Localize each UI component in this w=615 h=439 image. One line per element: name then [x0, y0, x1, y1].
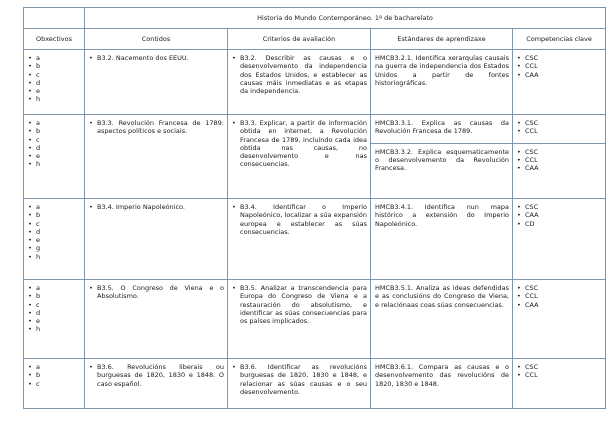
content-item: • B3.3. Revolución Francesa de 1789: aspectos políticos e sociais. [89, 119, 224, 136]
standard-text: HMCB3.5.1. Analiza as ideas defendidas e as conclusións do Congreso de Viena, e relaciónaas coas súas consecuencias. [375, 284, 509, 309]
content-cell [85, 359, 228, 409]
header-standards: Estándares de aprendizaxe [371, 29, 513, 50]
objectives-cell [24, 359, 85, 409]
table-body [24, 50, 606, 409]
criteria-list [228, 280, 370, 328]
objectives-cell [24, 280, 85, 359]
header-competencies: Competencias clave [513, 29, 606, 50]
criteria-item: • B3.6. Identificar as revolucións burguesas de 1820, 1830 e 1848, e relacionar as súas causas e o seu desenvolvemento. [232, 363, 367, 396]
objective-item: • b [28, 292, 81, 300]
objective-item: • a [28, 284, 81, 292]
criteria-item: • B3.5. Analizar a transcendencia para Europa do Congreso de Viena e a restauración do absolutismo, e identificar as súas consecuencias para os países implicados. [232, 284, 367, 325]
standards-cell [371, 115, 513, 199]
competency-item: • CCL [517, 371, 602, 379]
objective-item: • d [28, 309, 81, 317]
header-criteria: Criterios de avaliación [228, 29, 371, 50]
competency-list [513, 115, 605, 139]
objective-list [24, 359, 84, 391]
criteria-cell [228, 115, 371, 199]
objective-item: • c [28, 136, 81, 144]
objective-item: • b [28, 62, 81, 70]
competency-item: • CAA [517, 211, 602, 219]
table-title: Historia do Mundo Contemporáneo. 1º de bacharelato [85, 8, 606, 29]
objective-item: • h [28, 325, 81, 333]
objective-list [24, 50, 84, 107]
competencies-cell [513, 50, 606, 115]
objective-item: • e [28, 152, 81, 160]
objectives-cell [24, 199, 85, 280]
competency-list [513, 280, 605, 312]
standards-cell [371, 359, 513, 409]
competency-item: • CAA [517, 71, 602, 79]
standard-text: HMCB3.4.1. Identifica nun mapa histórico a extensión do Imperio Napoleónico. [375, 203, 509, 228]
table-row [24, 50, 606, 115]
objective-item: • a [28, 54, 81, 62]
competency-item: • CCL [517, 156, 602, 164]
competency-list [513, 144, 605, 176]
objective-item: • d [28, 144, 81, 152]
content-list [85, 280, 227, 304]
curriculum-table [23, 7, 606, 409]
table-row [24, 280, 606, 359]
objective-item: • b [28, 127, 81, 135]
content-cell [85, 50, 228, 115]
content-cell [85, 280, 228, 359]
content-cell [85, 115, 228, 199]
objective-list [24, 280, 84, 337]
objective-item: • c [28, 301, 81, 309]
table-row [24, 359, 606, 409]
content-list [85, 199, 227, 214]
content-item: • B3.4. Imperio Napoleónico. [89, 203, 224, 211]
standard-text: HMCB3.6.1. Compara as causas e o desenvolvemento das revolucións de 1820, 1830 e 1848. [375, 363, 509, 388]
competency-item: • CAA [517, 164, 602, 172]
objective-item: • b [28, 371, 81, 379]
objective-item: • g [28, 244, 81, 252]
objective-item: • h [28, 95, 81, 103]
objective-item: • e [28, 87, 81, 95]
blank-header-cell [24, 8, 85, 29]
content-cell [85, 199, 228, 280]
criteria-list [228, 359, 370, 399]
objective-item: • d [28, 228, 81, 236]
competency-list [513, 359, 605, 383]
objective-item: • h [28, 160, 81, 168]
criteria-list [228, 115, 370, 172]
objectives-cell [24, 115, 85, 199]
criteria-cell [228, 199, 371, 280]
content-item: • B3.5. O Congreso de Viena e o Absolutismo. [89, 284, 224, 301]
competency-item: • CD [517, 220, 602, 228]
standard-text: HMCB3.3.1. Explica as causas da Revolución Francesa de 1789. [375, 119, 509, 136]
objective-item: • c [28, 220, 81, 228]
standards-cell [371, 199, 513, 280]
objective-item: • a [28, 363, 81, 371]
competency-item: • CSC [517, 203, 602, 211]
criteria-item: • B3.3. Explicar, a partir de información obtida en internet, a Revolución Francesa de 1789, incluíndo cada idea obtida nas causas, no desenvolvemento e nas consecuencias. [232, 119, 367, 169]
objective-item: • d [28, 79, 81, 87]
objective-item: • a [28, 119, 81, 127]
objective-list [24, 199, 84, 264]
competency-item: • CSC [517, 54, 602, 62]
competencies-cell [513, 280, 606, 359]
competency-list [513, 50, 605, 82]
competency-item: • CCL [517, 62, 602, 70]
standards-cell [371, 50, 513, 115]
header-objectives: Obxectivos [24, 29, 85, 50]
table-row [24, 199, 606, 280]
competency-item: • CCL [517, 127, 602, 135]
competency-item: • CSC [517, 363, 602, 371]
objective-item: • b [28, 211, 81, 219]
competency-item: • CAA [517, 301, 602, 309]
criteria-cell [228, 50, 371, 115]
table-row [24, 115, 606, 199]
competencies-cell [513, 359, 606, 409]
objective-item: • a [28, 203, 81, 211]
standard-text: HMCB3.2.1. Identifica xerarquías causais na guerra de independencia dos Estados Unidos a partir de fontes historiográficas. [375, 54, 509, 87]
objective-item: • e [28, 236, 81, 244]
competency-item: • CSC [517, 284, 602, 292]
objective-item: • c [28, 71, 81, 79]
content-list [85, 50, 227, 65]
competency-item: • CCL [517, 292, 602, 300]
header-content: Contidos [85, 29, 228, 50]
competencies-cell [513, 115, 606, 199]
criteria-list [228, 199, 370, 239]
competencies-cell [513, 199, 606, 280]
standard-text: HMCB3.3.2. Explica esquematicamente o desenvolvemento da Revolución Francesa. [375, 147, 509, 173]
objective-item: • c [28, 380, 81, 388]
criteria-item: • B3.2. Describir as causas e o desenvolvemento da independencia dos Estados Unidos, e establecer as causas máis inmediatas e as etapas da independencia. [232, 54, 367, 95]
criteria-list [228, 50, 370, 98]
content-item: • B3.2. Nacemento dos EEUU. [89, 54, 224, 62]
competency-list [513, 199, 605, 231]
criteria-cell [228, 280, 371, 359]
objective-item: • h [28, 253, 81, 261]
content-item: • B3.6. Revolucións liberais ou burguesas de 1820, 1830 e 1848. O caso español. [89, 363, 224, 388]
competency-item: • CSC [517, 119, 602, 127]
objective-list [24, 115, 84, 172]
criteria-item: • B3.4. Identificar o Imperio Napoleónico, localizar a súa expansión europea e establecer as súas consecuencias. [232, 203, 367, 236]
content-list [85, 359, 227, 391]
criteria-cell [228, 359, 371, 409]
standards-cell [371, 280, 513, 359]
objective-item: • e [28, 317, 81, 325]
content-list [85, 115, 227, 139]
objectives-cell [24, 50, 85, 115]
competency-item: • CSC [517, 148, 602, 156]
